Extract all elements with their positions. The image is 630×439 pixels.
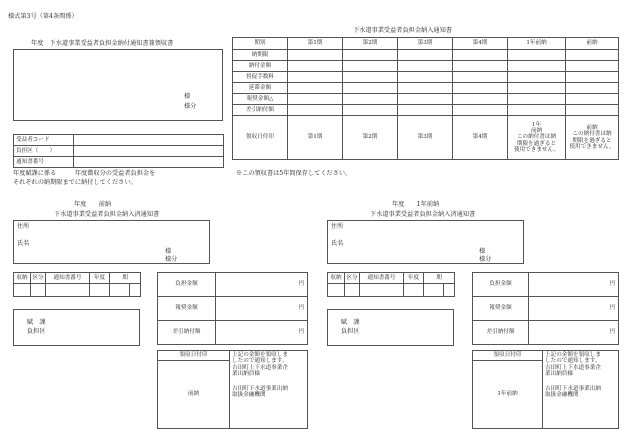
col-header: 年度 (404, 273, 424, 284)
bl-amount-table (157, 272, 308, 345)
col-header: 期 (424, 273, 455, 284)
row-label: 納付金額 (233, 61, 288, 72)
header-cell: 第1期 (288, 38, 343, 50)
amount-label: 差引納付額 (473, 321, 529, 345)
sama-label: 様 (184, 93, 191, 100)
info-row-value (74, 135, 224, 146)
schedule-table (232, 37, 619, 160)
br-name-label: 氏名 (331, 240, 344, 247)
info-row-label: 受益者コード (14, 135, 74, 146)
stamp-label: 領収日付印 (473, 351, 543, 361)
bl-name-label: 氏名 (17, 240, 30, 247)
col-header: 収納 (14, 273, 31, 284)
row-label: 督促手数料 (233, 72, 288, 83)
col-header: 区分 (345, 273, 360, 284)
header-cell: 第2期 (343, 38, 398, 50)
stamp-period: 第3期 (398, 116, 453, 160)
right-top-title: 下水道事業受益者負担金納入通知書 (353, 27, 452, 34)
amount-label: 報奨金額 (158, 297, 216, 321)
col-header: 区分 (31, 273, 46, 284)
stamp-label: 領収日付印 (233, 116, 288, 160)
header-cell: 前納 (566, 38, 619, 50)
info-row-value (74, 157, 224, 168)
br-receipt-table (472, 350, 619, 429)
retention-note: ※この領収書は5年間保存してください。 (236, 170, 352, 177)
header-cell: 第3期 (398, 38, 453, 50)
header-cell: 1年前納 (508, 38, 566, 50)
note-line-1: 年度賦課に係る 年度徴収分の受益者負担金を (13, 170, 156, 177)
br-header-1: 年度 1年前納 (392, 201, 440, 208)
br-amount-table (472, 272, 619, 345)
br-header-2: 下水道事業受益者負担金納入済通知書 (370, 211, 476, 218)
col-header: 収納 (328, 273, 345, 284)
bl-address-box (13, 220, 210, 264)
br-sama: 様 (479, 248, 486, 255)
col-header: 期 (110, 273, 141, 284)
row-label: 報奨金額△ (233, 94, 288, 105)
amount-value: 円 (216, 297, 308, 321)
receipt-text-cell: 上記の金額を領収しま したので通知します。 吉田町上下水道事業企 業出納員様 吉田町下水道事業出納 取扱金融機関 (543, 351, 619, 429)
amount-label: 報奨金額 (473, 297, 529, 321)
amount-value: 円 (216, 321, 308, 345)
col-header: 通知書番号 (46, 273, 90, 284)
stamp-value: 前納 (158, 361, 230, 429)
stamp-label: 領収日付印 (158, 351, 230, 361)
bl-sama: 様 (165, 248, 172, 255)
info-row-label: 負担区（ ） (14, 146, 74, 157)
br-futanku: 負担区 (341, 328, 360, 335)
header-cell: 第4期 (453, 38, 508, 50)
amount-label: 負担金額 (473, 273, 529, 297)
br-samabun: 様分 (479, 256, 492, 263)
info-row-label: 通知書番号 (14, 157, 74, 168)
amount-value: 円 (216, 273, 308, 297)
receipt-text-cell: 上記の金額を領収しま したので通知します。 吉田町上下水道事業企 業出納員様 吉田町下水道事業出納 取扱金融機関 (230, 351, 308, 429)
amount-value: 円 (529, 297, 619, 321)
samabun-label: 様分 (184, 103, 197, 110)
bl-fukaku: 賦 課 (27, 319, 46, 326)
bl-address-label: 住所 (17, 223, 30, 230)
note-line-2: それぞれの納期限までに納付してください。 (13, 179, 137, 186)
info-table (13, 134, 224, 168)
bl-receipt-table (157, 350, 308, 429)
form-number: 様式第3号（第4条関係） (8, 13, 78, 20)
left-top-title: 年度 下水道事業受益者負担金納付通知書兼領収書 (31, 40, 174, 47)
amount-value: 円 (529, 321, 619, 345)
br-fukaku: 賦 課 (341, 319, 360, 326)
bl-samabun: 様分 (165, 256, 178, 263)
row-label: 納期限 (233, 50, 288, 61)
stamp-period: 第1期 (288, 116, 343, 160)
bl-header-2: 下水道事業受益者負担金納入済通知書 (54, 211, 160, 218)
amount-label: 差引納付額 (158, 321, 216, 345)
prepay-1y-cell: 1年 前納 この納付書は納 期限を過ぎると 使用できません。 (508, 116, 566, 160)
br-code-table (327, 272, 455, 297)
prepay-cell: 前納 この納付書は納 期限を過ぎると 使用できません。 (566, 116, 619, 160)
br-fuka-box (327, 309, 454, 346)
amount-value: 円 (529, 273, 619, 297)
bl-futanku: 負担区 (27, 328, 46, 335)
stamp-period: 第2期 (343, 116, 398, 160)
br-address-label: 住所 (331, 223, 344, 230)
row-label: 差引納付額 (233, 105, 288, 116)
amount-label: 負担金額 (158, 273, 216, 297)
br-address-box (327, 220, 524, 264)
col-header: 通知書番号 (360, 273, 404, 284)
address-box (13, 49, 223, 121)
stamp-period: 第4期 (453, 116, 508, 160)
bl-fuka-box (13, 309, 140, 346)
bl-code-table (13, 272, 141, 297)
header-cell: 期別 (233, 38, 288, 50)
stamp-value: 1年前納 (473, 361, 543, 429)
col-header: 年度 (90, 273, 110, 284)
info-row-value (74, 146, 224, 157)
row-label: 延滞金額 (233, 83, 288, 94)
bl-header-1: 年度 前納 (74, 201, 112, 208)
